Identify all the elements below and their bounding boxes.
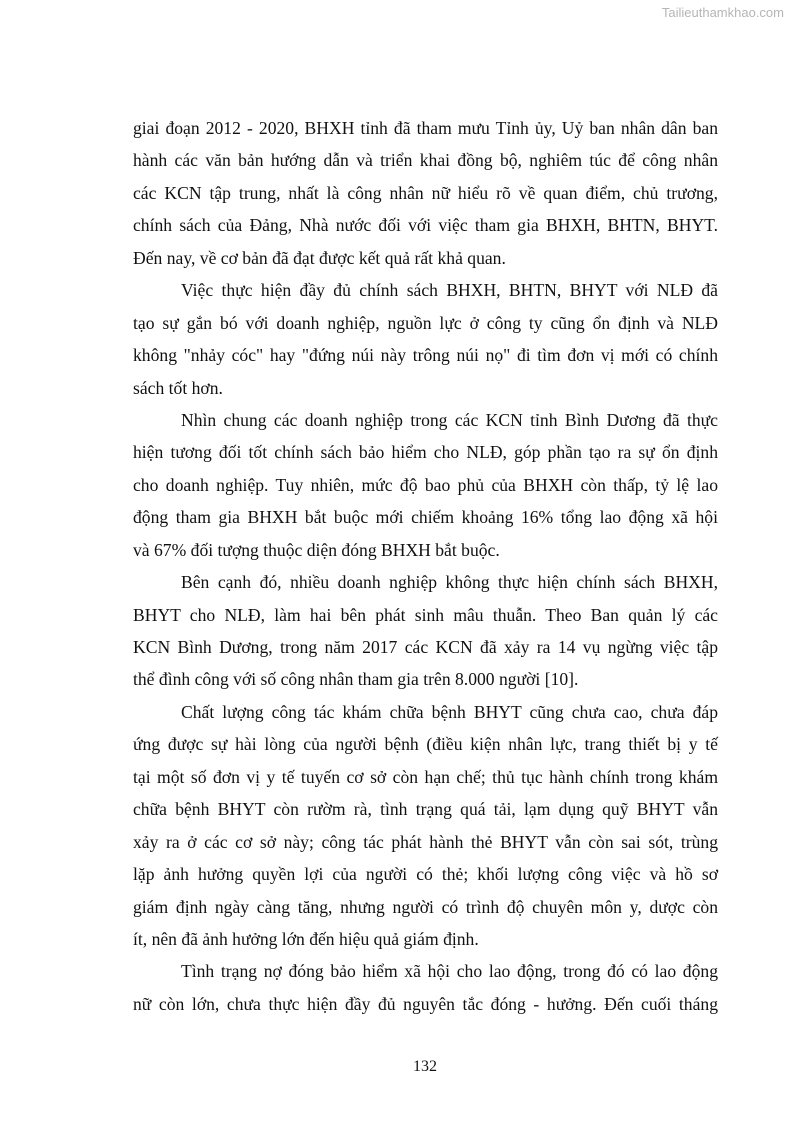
text-line: chữa bệnh BHYT còn rườm rà, tình trạng quá tải, lạm dụng quỹ BHYT vẫn — [133, 799, 718, 820]
watermark: Tailieuthamkhao.com — [661, 5, 784, 20]
page-number: 132 — [413, 1058, 437, 1075]
text-line: không "nhảy cóc" hay "đứng núi này trông núi nọ" đi tìm đơn vị mới có chính — [133, 345, 718, 366]
text-line: Đến nay, về cơ bản đã đạt được kết quả rất khả quan. — [133, 247, 506, 268]
text-line: hiện tương đối tốt chính sách bảo hiểm cho NLĐ, góp phần tạo ra sự ổn định — [133, 442, 718, 463]
text-line: tạo sự gắn bó với doanh nghiệp, nguồn lực ở công ty cũng ổn định và NLĐ — [133, 312, 718, 333]
text-line: giai đoạn 2012 - 2020, BHXH tỉnh đã tham mưu Tỉnh ủy, Uỷ ban nhân dân ban — [133, 118, 718, 138]
text-line: ít, nên đã ảnh hưởng lớn đến hiệu quả giám định. — [133, 928, 479, 949]
text-line: BHYT cho NLĐ, làm hai bên phát sinh mâu thuẫn. Theo Ban quản lý các — [133, 604, 718, 625]
text-line: thể đình công với số công nhân tham gia trên 8.000 người [10]. — [133, 669, 579, 690]
text-line: hành các văn bản hướng dẫn và triển khai đồng bộ, nghiêm túc để công nhân — [133, 150, 718, 171]
text-line: xảy ra ở các cơ sở này; công tác phát hành thẻ BHYT vẫn còn sai sót, trùng — [133, 831, 718, 852]
text-line: KCN Bình Dương, trong năm 2017 các KCN đã xảy ra 14 vụ ngừng việc tập — [133, 637, 718, 657]
text-line: Bên cạnh đó, nhiều doanh nghiệp không thực hiện chính sách BHXH, — [181, 572, 718, 593]
text-line: lặp ảnh hưởng quyền lợi của người có thẻ; khối lượng công việc và hồ sơ — [133, 864, 718, 885]
text-line: ứng được sự hài lòng của người bệnh (điều kiện nhân lực, trang thiết bị y tế — [133, 734, 718, 755]
text-line: chính sách của Đảng, Nhà nước đối với việc tham gia BHXH, BHTN, BHYT. — [133, 215, 718, 236]
text-line: Tình trạng nợ đóng bảo hiểm xã hội cho lao động, trong đó có lao động — [181, 961, 718, 982]
text-line: Việc thực hiện đầy đủ chính sách BHXH, BHTN, BHYT với NLĐ đã — [181, 280, 718, 301]
text-line: các KCN tập trung, nhất là công nhân nữ hiểu rõ về quan điểm, chủ trương, — [133, 182, 718, 203]
text-line: Chất lượng công tác khám chữa bệnh BHYT cũng chưa cao, chưa đáp — [181, 701, 718, 722]
text-line: nữ còn lớn, chưa thực hiện đầy đủ nguyên tắc đóng - hưởng. Đến cuối tháng — [133, 993, 718, 1014]
text-line: tại một số đơn vị y tế tuyến cơ sở còn hạn chế; thủ tục hành chính trong khám — [133, 766, 718, 787]
text-line: sách tốt hơn. — [133, 377, 223, 398]
text-line: động tham gia BHXH bắt buộc mới chiếm khoảng 16% tổng lao động xã hội — [133, 507, 718, 528]
text-line: Nhìn chung các doanh nghiệp trong các KCN tỉnh Bình Dương đã thực — [181, 409, 718, 430]
text-line: và 67% đối tượng thuộc diện đóng BHXH bắt buộc. — [133, 539, 500, 560]
document-body — [133, 112, 718, 1020]
text-line: cho doanh nghiệp. Tuy nhiên, mức độ bao phủ của BHXH còn thấp, tỷ lệ lao — [133, 474, 718, 495]
text-line: giám định ngày càng tăng, nhưng người có trình độ chuyên môn y, dược còn — [133, 896, 718, 917]
